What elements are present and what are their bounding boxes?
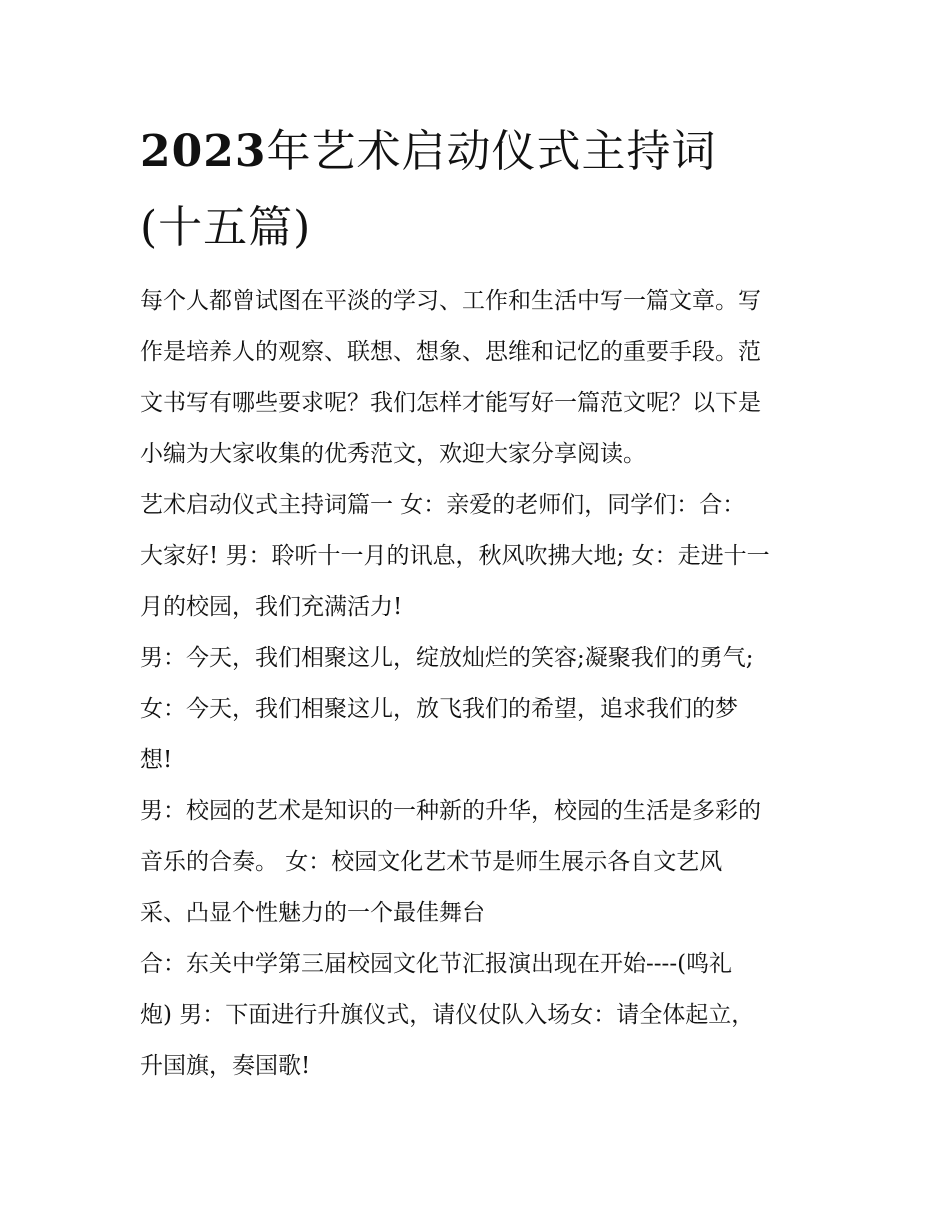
body-line: 炮) 男：下面进行升旗仪式，请仪仗队入场女：请全体起立， (140, 1002, 755, 1028)
body-line: 合：东关中学第三届校园文化节汇报演出现在开始----(鸣礼 (140, 951, 733, 977)
body-line: 每个人都曾试图在平淡的学习、工作和生活中写一篇文章。写 (140, 288, 761, 314)
body-line: 采、凸显个性魅力的一个最佳舞台 (140, 900, 485, 926)
title-line2-text: (十五篇) (140, 202, 312, 253)
body-line: 女：今天，我们相聚这儿，放飞我们的希望，追求我们的梦 (140, 696, 738, 722)
body-line: 想! (140, 747, 173, 773)
document-body (140, 276, 820, 1092)
document-title (140, 114, 820, 266)
body-line: 月的校园，我们充满活力! (140, 594, 403, 620)
body-line: 艺术启动仪式主持词篇一 女：亲爱的老师们，同学们：合： (140, 492, 746, 518)
body-line: 小编为大家收集的优秀范文，欢迎大家分享阅读。 (140, 441, 646, 467)
body-line: 升国旗，奏国歌! (140, 1053, 311, 1079)
body-line: 音乐的合奏。 女：校园文化艺术节是师生展示各自文艺风 (140, 849, 723, 875)
body-line: 男：今天，我们相聚这儿，绽放灿烂的笑容;凝聚我们的勇气; (140, 645, 754, 671)
title-year: 2023 (140, 126, 267, 177)
body-line: 男：校园的艺术是知识的一种新的升华，校园的生活是多彩的 (140, 798, 761, 824)
title-line1-text: 年艺术启动仪式主持词 (266, 126, 717, 177)
body-line: 文书写有哪些要求呢？我们怎样才能写好一篇范文呢？以下是 (140, 390, 761, 416)
body-line: 作是培养人的观察、联想、想象、思维和记忆的重要手段。范 (140, 339, 761, 365)
body-line: 大家好! 男：聆听十一月的讯息，秋风吹拂大地; 女：走进十一 (140, 543, 770, 569)
